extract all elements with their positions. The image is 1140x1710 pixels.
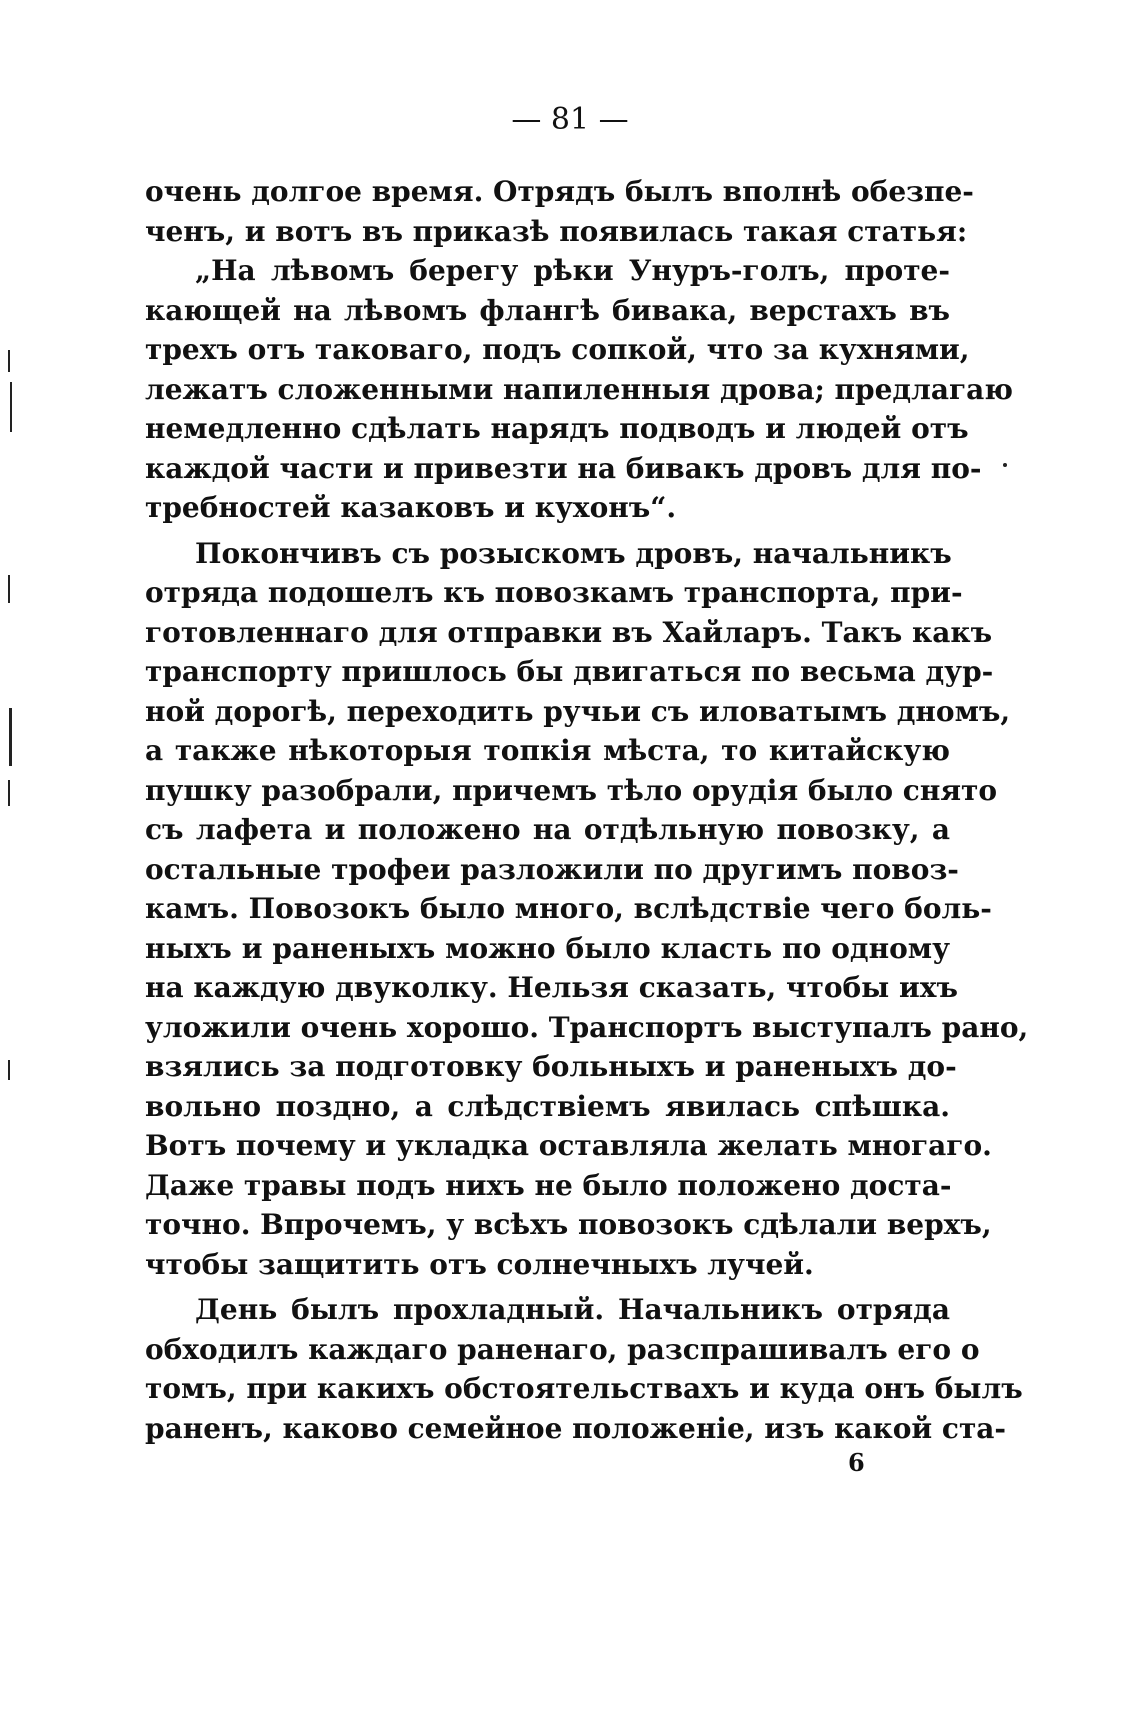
text-line: готовленнаго для отправки въ Хайларъ. Такъ какъ <box>145 615 993 649</box>
text-line: точно. Впрочемъ, у всѣхъ повозокъ сдѣлали верхъ, <box>145 1208 992 1241</box>
text-line: остальные трофеи разложили по другимъ повоз- <box>145 852 959 886</box>
text-line: Покончивъ съ розыскомъ дровъ, начальникъ <box>195 536 952 570</box>
text-line: на каждую двуколку. Нельзя сказать, чтобы ихъ <box>145 971 958 1004</box>
text-line: томъ, при какихъ обстоятельствахъ и куда онъ былъ <box>145 1372 1023 1405</box>
scan-artifact <box>9 708 12 766</box>
scan-artifact <box>8 1060 10 1080</box>
text-line: транспорту пришлось бы двигаться по весьма дур- <box>145 655 994 688</box>
body-text <box>145 172 1029 1448</box>
printer-signature-mark: 6 <box>848 1448 865 1477</box>
text-line: пушку разобрали, причемъ тѣло орудія было снято <box>145 773 998 807</box>
text-line: немедленно сдѣлать нарядъ подводъ и людей отъ <box>145 412 969 445</box>
scan-artifact <box>1003 463 1007 467</box>
text-line: ныхъ и раненыхъ можно было класть по одному <box>145 931 950 965</box>
text-line: уложили очень хорошо. Транспортъ выступалъ рано, <box>145 1010 1029 1044</box>
text-line: требностей казаковъ и кухонъ“. <box>145 491 677 524</box>
page-number: — 81 — <box>511 102 629 137</box>
text-line: очень долгое время. Отрядъ былъ вполнѣ обезпе- <box>145 175 974 208</box>
text-line: лежатъ сложенными напиленныя дрова; предлагаю <box>145 372 1013 406</box>
scan-artifact <box>8 575 10 603</box>
text-line: Даже травы подъ нихъ не было положено доста- <box>145 1168 952 1202</box>
text-line: трехъ отъ таковаго, подъ сопкой, что за кухнями, <box>145 333 970 366</box>
text-line: кающей на лѣвомъ флангѣ бивака, верстахъ въ <box>145 293 950 327</box>
text-line: раненъ, каково семейное положеніе, изъ какой ста- <box>145 1411 1007 1445</box>
text-line: камъ. Повозокъ было много, вслѣдствіе чего боль- <box>145 892 992 925</box>
text-line: Вотъ почему и укладка оставляла желать многаго. <box>145 1129 992 1162</box>
text-line: „На лѣвомъ берегу рѣки Унуръ-голъ, проте- <box>195 254 950 287</box>
text-line: обходилъ каждаго раненаго, разспрашивалъ его о <box>145 1332 980 1366</box>
text-line: взялись за подготовку больныхъ и раненыхъ до- <box>145 1050 957 1083</box>
text-line: а также нѣкоторыя топкія мѣста, то китайскую <box>145 734 950 767</box>
scan-artifact <box>8 350 10 372</box>
text-line: отряда подошелъ къ повозкамъ транспорта, при- <box>145 576 963 609</box>
text-line: каждой части и привезти на бивакъ дровъ для по- <box>145 451 982 485</box>
text-line: съ лафета и положено на отдѣльную повозку, а <box>145 813 950 846</box>
scan-artifact <box>10 382 12 432</box>
text-line: День былъ прохладный. Начальникъ отряда <box>195 1293 950 1326</box>
scan-artifact <box>8 780 10 806</box>
text-line: ной дорогѣ, переходить ручьи съ иловатымъ дномъ, <box>145 694 1011 728</box>
text-line: ченъ, и вотъ въ приказѣ появилась такая статья: <box>145 214 968 248</box>
text-line: чтобы защитить отъ солнечныхъ лучей. <box>145 1247 814 1281</box>
text-line: вольно поздно, а слѣдствіемъ явилась спѣшка. <box>145 1089 950 1123</box>
